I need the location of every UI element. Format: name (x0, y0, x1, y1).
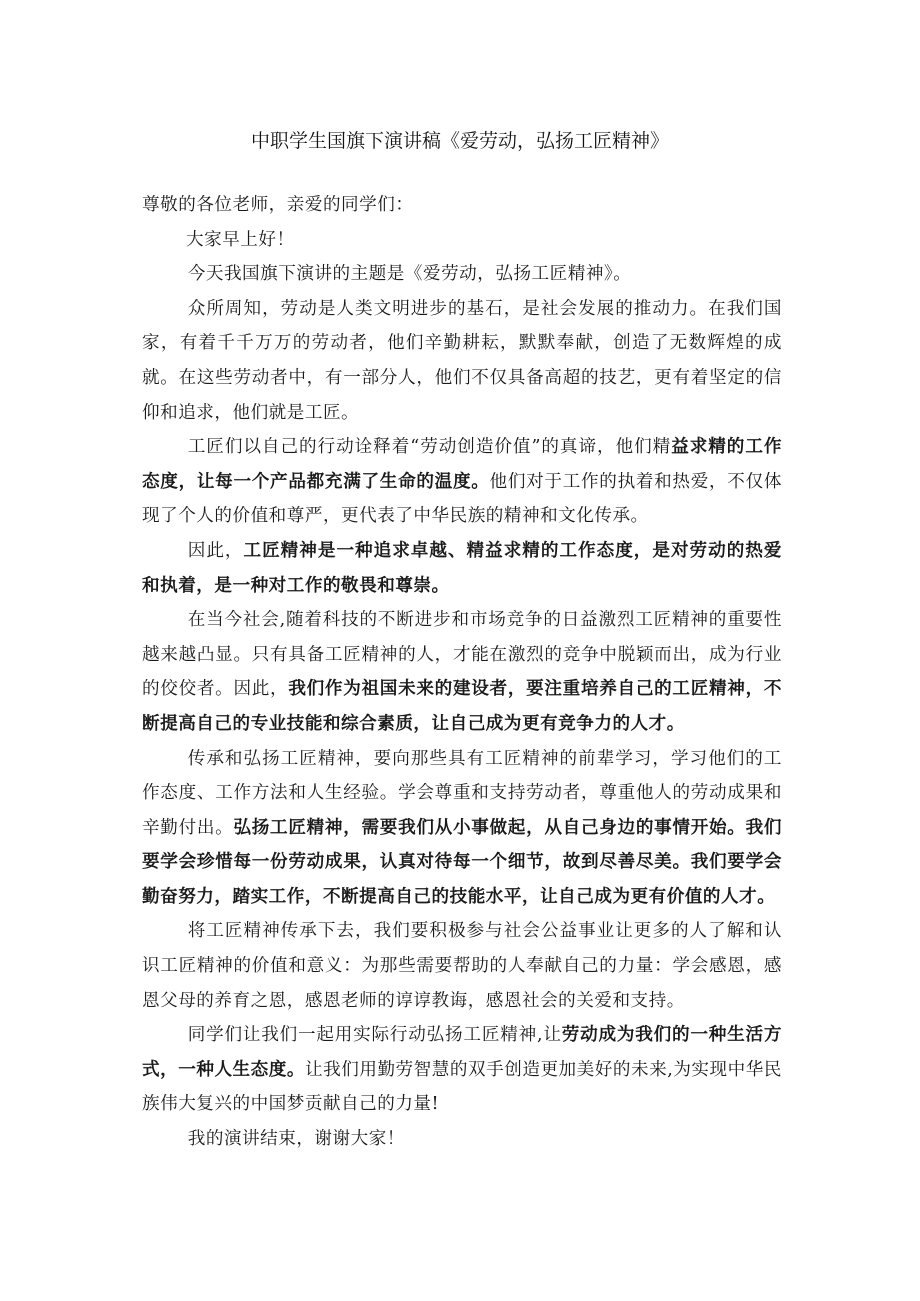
paragraph-1: 今天我国旗下演讲的主题是《爱劳动，弘扬工匠精神》。 (187, 264, 632, 285)
paragraph-5-bold: 我们作为祖国未来的建设者，要注重培养自己的工匠精神，不断提高自己的专业技能和综合素质，让自己成为更有竞争力的人才。 (142, 678, 782, 734)
salutation: 尊敬的各位老师，亲爱的同学们： (142, 195, 414, 215)
paragraph-8-text-c: 让我们用勤劳智慧的双手创造更加美好的未来,为实现中华民族伟大复兴的中国梦贡献自己的力量! (142, 1059, 782, 1115)
paragraph-6 (142, 742, 782, 915)
paragraph-5-text-a: 在当今社会,随着科技的不断进步和市场竞争的日益激烈工匠精神的重要性越来越凸显。只有具备工匠精神的人，才能在激烈的竞争中脱颖而出，成为行业的佼佼者。因此， (142, 610, 782, 700)
paragraph-3-bold: 益求精的工作态度，让每一个产品都充满了生命的温度。 (142, 436, 782, 492)
paragraph-3-text-c: 他们对于工作的执着和热爱，不仅体现了个人的价值和尊严，更代表了中华民族的精神和文化传承。 (142, 471, 782, 527)
paragraph-3-text-a: 工匠们以自己的行动诠释着“劳动创造价值”的真谛，他们精 (187, 437, 672, 458)
document-title: 中职学生国旗下演讲稿《爱劳动，弘扬工匠精神》 (250, 130, 669, 152)
paragraph-4-text-a: 因此， (187, 540, 244, 561)
closing: 我的演讲结束，谢谢大家！ (187, 1129, 405, 1150)
paragraph-3 (142, 430, 782, 534)
paragraph-8 (142, 1018, 782, 1122)
paragraph-8-text-a: 同学们让我们一起用实际行动弘扬工匠精神,让 (187, 1025, 562, 1046)
paragraph-6-bold: 弘扬工匠精神，需要我们从小事做起，从自己身边的事情开始。我们要学会珍惜每一份劳动成果，认真对待每一个细节，故到尽善尽美。我们要学会勤奋努力，踏实工作，不断提高自己的技能水平，让自己成为更有价值的人才。 (142, 816, 782, 907)
paragraph-4-bold: 工匠精神是一种追求卓越、精益求精的工作态度，是对劳动的热爱和执着，是一种对工作的敬畏和尊崇。 (142, 539, 782, 596)
greeting: 大家早上好！ (186, 229, 295, 250)
paragraph-2: 众所周知，劳动是人类文明进步的基石，是社会发展的推动力。在我们国家，有着千千万万的劳动者，他们辛勤耕耘，默默奉献，创造了无数辉煌的成就。在这些劳动者中，有一部分人，他们不仅具备高超的技艺，更有着坚定的信仰和追求，他们就是工匠。 (142, 298, 782, 423)
paragraph-6-text-a: 传承和弘扬工匠精神，要向那些具有工匠精神的前辈学习，学习他们的工作态度、工作方法和人生经验。学会尊重和支持劳动者，尊重他人的劳动成果和辛勤付出。 (142, 748, 782, 838)
paragraph-8-bold: 劳动成为我们的一种生活方式，一种人生态度。 (142, 1024, 782, 1080)
document-body (142, 188, 782, 1157)
paragraph-4 (142, 534, 782, 603)
paragraph-7: 将工匠精神传承下去，我们要积极参与社会公益事业让更多的人了解和认识工匠精神的价值和意义：为那些需要帮助的人奉献自己的力量：学会感恩，感恩父母的养育之恩，感恩老师的谆谆教诲，感恩社会的关爱和支持。 (142, 921, 782, 1011)
paragraph-5 (142, 603, 782, 741)
